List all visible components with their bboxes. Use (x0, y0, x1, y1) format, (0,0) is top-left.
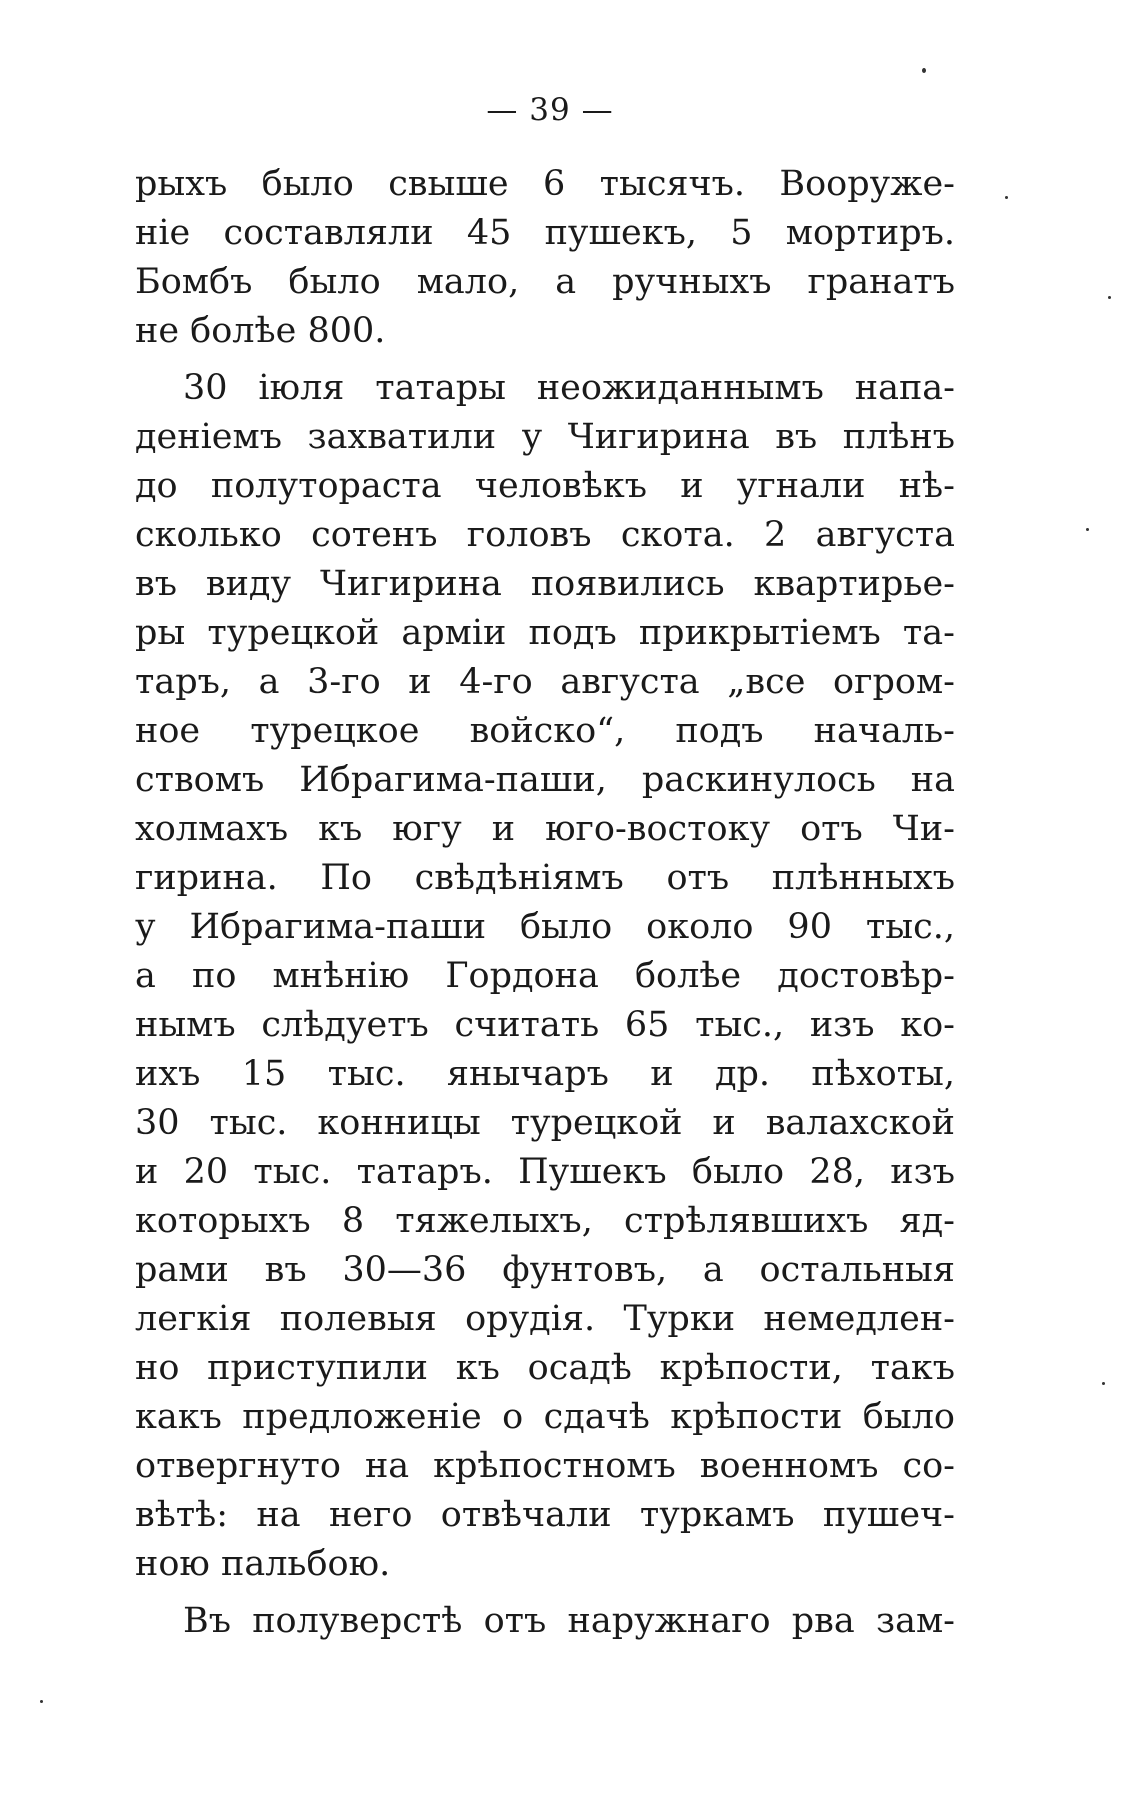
scan-speck (1086, 528, 1089, 531)
text-line: легкія полевыя орудія. Турки немедлен- (135, 1299, 955, 1339)
text-line: въ виду Чигирина появились квартирье- (135, 564, 955, 604)
text-line: холмахъ къ югу и юго-востоку отъ Чи- (135, 809, 955, 849)
text-line: до полутораста человѣкъ и угнали нѣ- (135, 466, 955, 506)
text-line: нымъ слѣдуетъ считать 65 тыс., изъ ко- (135, 1005, 955, 1045)
text-line: сколько сотенъ головъ скота. 2 августа (135, 515, 955, 555)
text-line: вѣтѣ: на него отвѣчали туркамъ пушеч- (135, 1495, 955, 1535)
scan-speck (1005, 196, 1008, 199)
text-line: ры турецкой арміи подъ прикрытіемъ та- (135, 613, 955, 653)
scan-speck (40, 1700, 43, 1703)
paragraph-gap (135, 1589, 955, 1597)
text-line: Въ полуверстѣ отъ наружнаго рва зам- (183, 1601, 955, 1641)
text-line: таръ, а 3-го и 4-го августа „все огром- (135, 662, 955, 702)
scan-speck (922, 68, 926, 73)
page-number: — 39 — (486, 92, 614, 128)
text-line: ніе составляли 45 пушекъ, 5 мортиръ. (135, 213, 955, 253)
text-line: а по мнѣнію Гордона болѣе достовѣр- (135, 956, 955, 996)
text-line: ное турецкое войско“, подъ началь- (135, 711, 955, 751)
scan-speck (1102, 1382, 1105, 1385)
text-line: которыхъ 8 тяжелыхъ, стрѣлявшихъ яд- (135, 1201, 955, 1241)
paragraph-gap (135, 356, 955, 364)
text-line: ихъ 15 тыс. янычаръ и др. пѣхоты, (135, 1054, 955, 1094)
text-line: не болѣе 800. (135, 311, 386, 351)
text-line: гирина. По свѣдѣніямъ отъ плѣнныхъ (135, 858, 955, 898)
text-line: 30 іюля татары неожиданнымъ напа- (183, 368, 955, 408)
text-line: рыхъ было свыше 6 тысячъ. Вооруже- (135, 164, 955, 204)
text-line: у Ибрагима-паши было около 90 тыс., (135, 907, 955, 947)
text-line: Бомбъ было мало, а ручныхъ гранатъ (135, 262, 955, 302)
text-line: какъ предложеніе о сдачѣ крѣпости было (135, 1397, 955, 1437)
text-line: деніемъ захватили у Чигирина въ плѣнъ (135, 417, 955, 457)
text-line: и 20 тыс. татаръ. Пушекъ было 28, изъ (135, 1152, 955, 1192)
body-text (135, 160, 955, 1646)
text-line: отвергнуто на крѣпостномъ военномъ со- (135, 1446, 955, 1486)
scan-speck (1108, 296, 1111, 299)
text-line: ствомъ Ибрагима-паши, раскинулось на (135, 760, 955, 800)
text-line: ною пальбою. (135, 1544, 391, 1584)
text-line: 30 тыс. конницы турецкой и валахской (135, 1103, 955, 1143)
text-line: рами въ 30—36 фунтовъ, а остальныя (135, 1250, 955, 1290)
text-line: но приступили къ осадѣ крѣпости, такъ (135, 1348, 955, 1388)
